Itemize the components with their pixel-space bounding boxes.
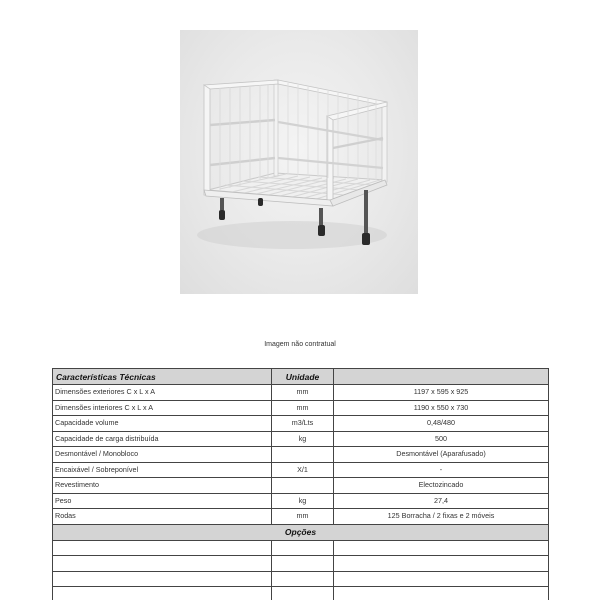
spec-label: Dimensões interiores C x L x A bbox=[53, 400, 272, 416]
spec-label: Capacidade volume bbox=[53, 416, 272, 432]
spec-value: 27,4 bbox=[334, 493, 549, 509]
blank-row bbox=[53, 540, 549, 556]
spec-label: Encaixável / Sobreponível bbox=[53, 462, 272, 478]
product-photo bbox=[180, 30, 418, 294]
spec-label: Desmontável / Monobloco bbox=[53, 447, 272, 463]
spec-value: 500 bbox=[334, 431, 549, 447]
table-header-row bbox=[53, 369, 549, 385]
table-row bbox=[53, 400, 549, 416]
spec-value: Desmontável (Aparafusado) bbox=[334, 447, 549, 463]
spec-label: Peso bbox=[53, 493, 272, 509]
blank-cell bbox=[53, 556, 272, 572]
spec-unit: mm bbox=[272, 385, 334, 401]
blank-row bbox=[53, 587, 549, 600]
table-row bbox=[53, 509, 549, 525]
table-row bbox=[53, 493, 549, 509]
spec-unit: mm bbox=[272, 400, 334, 416]
spec-value: - bbox=[334, 462, 549, 478]
spec-unit: kg bbox=[272, 493, 334, 509]
table-row bbox=[53, 478, 549, 494]
table-row bbox=[53, 462, 549, 478]
spec-unit: m3/Lts bbox=[272, 416, 334, 432]
spec-label: Rodas bbox=[53, 509, 272, 525]
spec-value: Electozincado bbox=[334, 478, 549, 494]
table-row bbox=[53, 385, 549, 401]
options-header-row bbox=[53, 524, 549, 540]
blank-cell bbox=[53, 571, 272, 587]
spec-value: 0,48/480 bbox=[334, 416, 549, 432]
header-characteristics: Características Técnicas bbox=[53, 369, 272, 385]
spec-label: Revestimento bbox=[53, 478, 272, 494]
blank-cell bbox=[272, 540, 334, 556]
wire-cart-image bbox=[180, 30, 418, 294]
blank-cell bbox=[334, 571, 549, 587]
blank-row bbox=[53, 556, 549, 572]
spec-value: 1190 x 550 x 730 bbox=[334, 400, 549, 416]
header-value bbox=[334, 369, 549, 385]
blank-cell bbox=[53, 540, 272, 556]
spec-label: Dimensões exteriores C x L x A bbox=[53, 385, 272, 401]
blank-cell bbox=[272, 587, 334, 600]
spec-value: 125 Borracha / 2 fixas e 2 móveis bbox=[334, 509, 549, 525]
spec-unit bbox=[272, 478, 334, 494]
spec-unit: kg bbox=[272, 431, 334, 447]
blank-cell bbox=[334, 556, 549, 572]
spec-value: 1197 x 595 x 925 bbox=[334, 385, 549, 401]
spec-unit: X/1 bbox=[272, 462, 334, 478]
table-row bbox=[53, 416, 549, 432]
technical-specs-table bbox=[52, 368, 549, 600]
blank-cell bbox=[272, 556, 334, 572]
spec-label: Capacidade de carga distribuída bbox=[53, 431, 272, 447]
spec-unit bbox=[272, 447, 334, 463]
blank-cell bbox=[53, 587, 272, 600]
image-caption: Imagem não contratual bbox=[264, 341, 336, 348]
spec-unit: mm bbox=[272, 509, 334, 525]
table-row bbox=[53, 431, 549, 447]
blank-cell bbox=[334, 587, 549, 600]
header-unit: Unidade bbox=[272, 369, 334, 385]
options-header: Opções bbox=[53, 524, 549, 540]
blank-cell bbox=[272, 571, 334, 587]
blank-row bbox=[53, 571, 549, 587]
table-row bbox=[53, 447, 549, 463]
blank-cell bbox=[334, 540, 549, 556]
